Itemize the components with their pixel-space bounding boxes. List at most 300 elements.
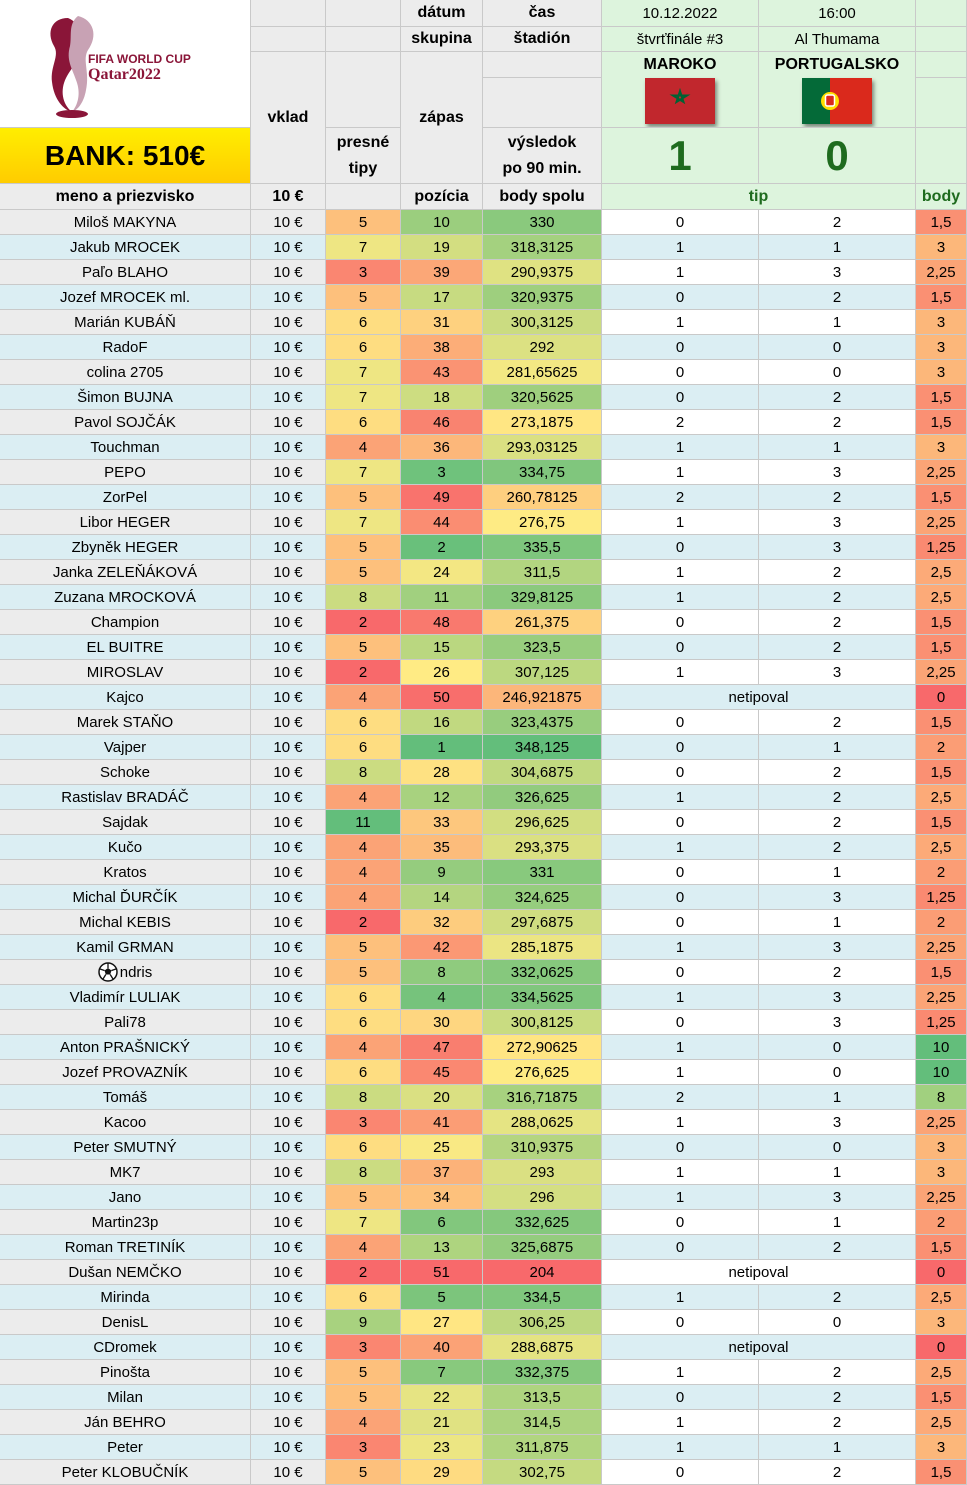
participant-name-cell bbox=[0, 910, 251, 935]
stake-cell: 10 € bbox=[251, 810, 326, 835]
participant-name-cell bbox=[0, 810, 251, 835]
tip-away-cell: 0 bbox=[759, 360, 916, 385]
tip-away-cell: 2 bbox=[759, 410, 916, 435]
round-points-cell: 3 bbox=[916, 235, 967, 260]
tip-away-cell: 2 bbox=[759, 1385, 916, 1410]
participant-name-cell bbox=[0, 735, 251, 760]
tip-home-cell: 0 bbox=[602, 1235, 759, 1260]
total-points-cell: 272,90625 bbox=[483, 1035, 602, 1060]
participant-name: Kacoo bbox=[103, 1113, 147, 1131]
exact-tips-cell: 6 bbox=[326, 1010, 401, 1035]
tip-home-cell: 0 bbox=[602, 635, 759, 660]
total-points-cell: 335,5 bbox=[483, 535, 602, 560]
tip-home-cell: 1 bbox=[602, 585, 759, 610]
participant-name: Šimon BUJNA bbox=[77, 388, 173, 406]
stake-cell: 10 € bbox=[251, 1210, 326, 1235]
match-stadium: Al Thumama bbox=[759, 27, 916, 52]
round-points-cell: 0 bbox=[916, 685, 967, 710]
stake-cell: 10 € bbox=[251, 410, 326, 435]
exact-tips-cell: 5 bbox=[326, 210, 401, 235]
position-cell: 41 bbox=[401, 1110, 483, 1135]
participant-name-cell bbox=[0, 1335, 251, 1360]
tip-away-cell: 3 bbox=[759, 935, 916, 960]
stake-cell: 10 € bbox=[251, 1060, 326, 1085]
participant-name: Libor HEGER bbox=[79, 513, 171, 531]
participant-name: Jozef MROCEK ml. bbox=[59, 288, 191, 306]
tip-home-cell: 1 bbox=[602, 785, 759, 810]
tip-home-cell: 0 bbox=[602, 1385, 759, 1410]
exact-tips-cell: 8 bbox=[326, 1160, 401, 1185]
participant-name-cell bbox=[0, 585, 251, 610]
participant-name: Peter KLOBUČNÍK bbox=[61, 1463, 189, 1481]
fifa-logo bbox=[0, 0, 251, 128]
total-points-cell: 348,125 bbox=[483, 735, 602, 760]
participant-name: Tomáš bbox=[102, 1088, 148, 1106]
col-name-header: meno a priezvisko bbox=[0, 184, 251, 210]
total-points-cell: 323,4375 bbox=[483, 710, 602, 735]
round-points-cell: 0 bbox=[916, 1260, 967, 1285]
total-points-cell: 293,375 bbox=[483, 835, 602, 860]
stake-cell: 10 € bbox=[251, 460, 326, 485]
round-points-cell: 3 bbox=[916, 1310, 967, 1335]
participant-name: Kamil GRMAN bbox=[76, 938, 174, 956]
round-points-cell: 2,5 bbox=[916, 1360, 967, 1385]
exact-tips-cell: 8 bbox=[326, 760, 401, 785]
exact-tips-cell: 3 bbox=[326, 1435, 401, 1460]
round-points-cell: 3 bbox=[916, 335, 967, 360]
position-cell: 2 bbox=[401, 535, 483, 560]
position-cell: 7 bbox=[401, 1360, 483, 1385]
tip-away-cell: 0 bbox=[759, 335, 916, 360]
presne-tipy-label bbox=[326, 128, 401, 184]
tip-home-cell: 1 bbox=[602, 985, 759, 1010]
stake-cell: 10 € bbox=[251, 835, 326, 860]
tip-home-cell: 0 bbox=[602, 1210, 759, 1235]
total-points-cell: 288,0625 bbox=[483, 1110, 602, 1135]
stake-cell: 10 € bbox=[251, 785, 326, 810]
team-away: PORTUGALSKO bbox=[774, 56, 900, 73]
tip-away-cell: 3 bbox=[759, 660, 916, 685]
exact-tips-cell: 4 bbox=[326, 835, 401, 860]
exact-tips-cell: 2 bbox=[326, 660, 401, 685]
participant-name-cell bbox=[0, 460, 251, 485]
tip-home-cell: 0 bbox=[602, 385, 759, 410]
position-cell: 15 bbox=[401, 635, 483, 660]
exact-tips-cell: 6 bbox=[326, 710, 401, 735]
stake-cell: 10 € bbox=[251, 910, 326, 935]
stake-cell: 10 € bbox=[251, 1385, 326, 1410]
round-points-cell: 2 bbox=[916, 860, 967, 885]
participant-name-cell bbox=[0, 935, 251, 960]
round-points-cell: 2,25 bbox=[916, 985, 967, 1010]
round-points-cell: 2,5 bbox=[916, 835, 967, 860]
stake-cell: 10 € bbox=[251, 1260, 326, 1285]
exact-tips-cell: 7 bbox=[326, 510, 401, 535]
participant-name: Michal KEBIS bbox=[79, 913, 171, 931]
tip-home-cell: 1 bbox=[602, 935, 759, 960]
tip-away-cell: 2 bbox=[759, 835, 916, 860]
tip-away-cell: 2 bbox=[759, 635, 916, 660]
exact-tips-cell: 6 bbox=[326, 735, 401, 760]
participant-name: Rastislav BRADÁČ bbox=[61, 788, 189, 806]
team-away-cell bbox=[759, 52, 916, 128]
participant-name-cell bbox=[0, 485, 251, 510]
stake-cell: 10 € bbox=[251, 560, 326, 585]
position-cell: 5 bbox=[401, 1285, 483, 1310]
stadion-label: štadión bbox=[483, 27, 602, 52]
participant-name: Jozef PROVAZNÍK bbox=[62, 1063, 188, 1081]
participant-name-cell bbox=[0, 1410, 251, 1435]
exact-tips-cell: 4 bbox=[326, 1235, 401, 1260]
participant-name: Paľo BLAHO bbox=[81, 263, 169, 281]
participant-name: Schoke bbox=[99, 763, 151, 781]
position-cell: 8 bbox=[401, 960, 483, 985]
total-points-cell: 329,8125 bbox=[483, 585, 602, 610]
participant-name-cell bbox=[0, 535, 251, 560]
tip-home-cell: 1 bbox=[602, 1360, 759, 1385]
stake-cell: 10 € bbox=[251, 860, 326, 885]
tip-away-cell: 2 bbox=[759, 710, 916, 735]
header-empty-e4 bbox=[483, 78, 602, 128]
tip-away-cell: 2 bbox=[759, 760, 916, 785]
exact-tips-cell: 6 bbox=[326, 1060, 401, 1085]
tip-home-cell: 1 bbox=[602, 1110, 759, 1135]
vklad-label: vklad bbox=[251, 52, 326, 184]
round-points-cell: 2,25 bbox=[916, 660, 967, 685]
exact-tips-cell: 2 bbox=[326, 1260, 401, 1285]
round-points-cell: 3 bbox=[916, 1160, 967, 1185]
participant-name: RadoF bbox=[102, 338, 148, 356]
participant-name: Vladimír LULIAK bbox=[69, 988, 181, 1006]
position-cell: 40 bbox=[401, 1335, 483, 1360]
total-points-cell: 320,5625 bbox=[483, 385, 602, 410]
position-cell: 18 bbox=[401, 385, 483, 410]
bank-total: BANK: 510€ bbox=[0, 128, 251, 184]
stake-cell: 10 € bbox=[251, 585, 326, 610]
exact-tips-cell: 4 bbox=[326, 1035, 401, 1060]
tip-home-cell: 1 bbox=[602, 835, 759, 860]
participant-name: Sajdak bbox=[102, 813, 148, 831]
col-total-header: body spolu bbox=[483, 184, 602, 210]
round-points-cell: 1,5 bbox=[916, 960, 967, 985]
total-points-cell: 273,1875 bbox=[483, 410, 602, 435]
participant-name: PEPO bbox=[104, 463, 146, 481]
header-empty-b2 bbox=[251, 27, 326, 52]
tip-away-cell: 1 bbox=[759, 1085, 916, 1110]
tip-away-cell: 0 bbox=[759, 1060, 916, 1085]
header-empty-c2 bbox=[326, 27, 401, 52]
round-points-cell: 1,5 bbox=[916, 760, 967, 785]
tip-away-cell: 0 bbox=[759, 1035, 916, 1060]
position-cell: 43 bbox=[401, 360, 483, 385]
stake-cell: 10 € bbox=[251, 1185, 326, 1210]
tip-home-cell: 1 bbox=[602, 510, 759, 535]
position-cell: 27 bbox=[401, 1310, 483, 1335]
tip-away-cell: 2 bbox=[759, 610, 916, 635]
tip-home-cell: 2 bbox=[602, 1085, 759, 1110]
score-away: 0 bbox=[759, 128, 916, 184]
total-points-cell: 314,5 bbox=[483, 1410, 602, 1435]
position-cell: 50 bbox=[401, 685, 483, 710]
stake-cell: 10 € bbox=[251, 285, 326, 310]
exact-tips-cell: 7 bbox=[326, 385, 401, 410]
stake-cell: 10 € bbox=[251, 235, 326, 260]
tip-away-cell: 1 bbox=[759, 435, 916, 460]
total-points-cell: 296,625 bbox=[483, 810, 602, 835]
round-points-cell: 10 bbox=[916, 1035, 967, 1060]
participant-name: DenisL bbox=[101, 1313, 149, 1331]
round-points-cell: 2 bbox=[916, 735, 967, 760]
exact-tips-cell: 5 bbox=[326, 960, 401, 985]
position-cell: 30 bbox=[401, 1010, 483, 1035]
round-points-cell: 1,5 bbox=[916, 410, 967, 435]
participant-name-cell bbox=[0, 560, 251, 585]
participant-name-cell bbox=[0, 1260, 251, 1285]
round-points-cell: 2,5 bbox=[916, 785, 967, 810]
round-points-cell: 2,5 bbox=[916, 560, 967, 585]
tip-home-cell: 0 bbox=[602, 910, 759, 935]
tip-home-cell: 1 bbox=[602, 310, 759, 335]
exact-tips-cell: 3 bbox=[326, 260, 401, 285]
exact-tips-cell: 7 bbox=[326, 360, 401, 385]
total-points-cell: 324,625 bbox=[483, 885, 602, 910]
participant-name: Jakub MROCEK bbox=[69, 238, 181, 256]
participant-name-cell bbox=[0, 310, 251, 335]
zapas-label: zápas bbox=[401, 52, 483, 184]
stake-cell: 10 € bbox=[251, 310, 326, 335]
participant-name-cell bbox=[0, 260, 251, 285]
tip-away-cell: 2 bbox=[759, 560, 916, 585]
exact-tips-cell: 5 bbox=[326, 1385, 401, 1410]
tip-away-cell: 2 bbox=[759, 1460, 916, 1485]
exact-tips-cell: 4 bbox=[326, 685, 401, 710]
tip-away-cell: 2 bbox=[759, 1235, 916, 1260]
stake-cell: 10 € bbox=[251, 1110, 326, 1135]
round-points-cell: 2,25 bbox=[916, 935, 967, 960]
total-points-cell: 297,6875 bbox=[483, 910, 602, 935]
participant-name: Mirinda bbox=[100, 1288, 150, 1306]
round-points-cell: 3 bbox=[916, 1135, 967, 1160]
tip-home-cell: 0 bbox=[602, 610, 759, 635]
round-points-cell: 1,5 bbox=[916, 285, 967, 310]
exact-tips-cell: 4 bbox=[326, 885, 401, 910]
stake-cell: 10 € bbox=[251, 660, 326, 685]
round-points-cell: 3 bbox=[916, 310, 967, 335]
total-points-cell: 334,5 bbox=[483, 1285, 602, 1310]
position-cell: 36 bbox=[401, 435, 483, 460]
position-cell: 44 bbox=[401, 510, 483, 535]
participant-name-cell bbox=[0, 710, 251, 735]
round-points-cell: 3 bbox=[916, 360, 967, 385]
total-points-cell: 318,3125 bbox=[483, 235, 602, 260]
tip-away-cell: 1 bbox=[759, 910, 916, 935]
tip-away-cell: 3 bbox=[759, 1185, 916, 1210]
exact-tips-cell: 11 bbox=[326, 810, 401, 835]
tip-away-cell: 1 bbox=[759, 1160, 916, 1185]
position-cell: 51 bbox=[401, 1260, 483, 1285]
tip-home-cell: 1 bbox=[602, 1060, 759, 1085]
col-exact-header bbox=[326, 184, 401, 210]
position-cell: 45 bbox=[401, 1060, 483, 1085]
stake-cell: 10 € bbox=[251, 1235, 326, 1260]
no-tip-cell: netipoval bbox=[602, 1260, 916, 1285]
total-points-cell: 281,65625 bbox=[483, 360, 602, 385]
stake-cell: 10 € bbox=[251, 485, 326, 510]
exact-tips-cell: 7 bbox=[326, 460, 401, 485]
position-cell: 22 bbox=[401, 1385, 483, 1410]
stake-cell: 10 € bbox=[251, 1460, 326, 1485]
participant-name: Vajper bbox=[103, 738, 147, 756]
team-home: MAROKO bbox=[643, 56, 717, 73]
tip-home-cell: 0 bbox=[602, 335, 759, 360]
total-points-cell: 302,75 bbox=[483, 1460, 602, 1485]
position-cell: 6 bbox=[401, 1210, 483, 1235]
total-points-cell: 325,6875 bbox=[483, 1235, 602, 1260]
header-empty-c3 bbox=[326, 52, 401, 128]
exact-tips-cell: 8 bbox=[326, 585, 401, 610]
total-points-cell: 288,6875 bbox=[483, 1335, 602, 1360]
exact-tips-cell: 5 bbox=[326, 1460, 401, 1485]
tip-home-cell: 0 bbox=[602, 1460, 759, 1485]
tip-away-cell: 1 bbox=[759, 310, 916, 335]
total-points-cell: 332,625 bbox=[483, 1210, 602, 1235]
participant-name-cell bbox=[0, 885, 251, 910]
tip-home-cell: 0 bbox=[602, 960, 759, 985]
exact-tips-cell: 4 bbox=[326, 435, 401, 460]
round-points-cell: 2,5 bbox=[916, 585, 967, 610]
total-points-cell: 332,375 bbox=[483, 1360, 602, 1385]
tip-home-cell: 0 bbox=[602, 210, 759, 235]
participant-name-cell bbox=[0, 1385, 251, 1410]
participant-name-cell bbox=[0, 285, 251, 310]
position-cell: 32 bbox=[401, 910, 483, 935]
tip-away-cell: 1 bbox=[759, 1435, 916, 1460]
tip-home-cell: 1 bbox=[602, 560, 759, 585]
position-cell: 24 bbox=[401, 560, 483, 585]
exact-tips-cell: 5 bbox=[326, 560, 401, 585]
position-cell: 39 bbox=[401, 260, 483, 285]
participant-name: EL BUITRE bbox=[86, 638, 164, 656]
total-points-cell: 261,375 bbox=[483, 610, 602, 635]
participant-name-cell bbox=[0, 360, 251, 385]
tip-away-cell: 3 bbox=[759, 1110, 916, 1135]
round-points-cell: 2,25 bbox=[916, 1110, 967, 1135]
participant-name-cell bbox=[0, 785, 251, 810]
participant-name-cell bbox=[0, 1235, 251, 1260]
tip-home-cell: 0 bbox=[602, 1310, 759, 1335]
round-points-cell: 1,5 bbox=[916, 610, 967, 635]
total-points-cell: 292 bbox=[483, 335, 602, 360]
score-home: 1 bbox=[602, 128, 759, 184]
col-points-header: body bbox=[916, 184, 967, 210]
tip-home-cell: 1 bbox=[602, 1435, 759, 1460]
tip-away-cell: 2 bbox=[759, 210, 916, 235]
round-points-cell: 2,25 bbox=[916, 510, 967, 535]
stake-cell: 10 € bbox=[251, 760, 326, 785]
round-points-cell: 2 bbox=[916, 910, 967, 935]
participant-name: Zuzana MROCKOVÁ bbox=[54, 588, 196, 606]
total-points-cell: 306,25 bbox=[483, 1310, 602, 1335]
stake-cell: 10 € bbox=[251, 1285, 326, 1310]
tip-home-cell: 0 bbox=[602, 710, 759, 735]
tip-home-cell: 0 bbox=[602, 760, 759, 785]
participant-name-cell bbox=[0, 835, 251, 860]
round-points-cell: 1,5 bbox=[916, 210, 967, 235]
round-points-cell: 1,5 bbox=[916, 485, 967, 510]
participant-name-cell bbox=[0, 1035, 251, 1060]
position-cell: 23 bbox=[401, 1435, 483, 1460]
tip-away-cell: 2 bbox=[759, 585, 916, 610]
tip-away-cell: 2 bbox=[759, 385, 916, 410]
cas-label: čas bbox=[483, 0, 602, 27]
vysledok-label-1: výsledok bbox=[507, 133, 577, 151]
tip-home-cell: 0 bbox=[602, 1135, 759, 1160]
stake-cell: 10 € bbox=[251, 385, 326, 410]
exact-tips-cell: 5 bbox=[326, 635, 401, 660]
exact-tips-cell: 8 bbox=[326, 1085, 401, 1110]
stake-cell: 10 € bbox=[251, 1135, 326, 1160]
position-cell: 4 bbox=[401, 985, 483, 1010]
participant-name-cell bbox=[0, 610, 251, 635]
tip-away-cell: 1 bbox=[759, 735, 916, 760]
position-cell: 17 bbox=[401, 285, 483, 310]
round-points-cell: 1,5 bbox=[916, 710, 967, 735]
stake-cell: 10 € bbox=[251, 435, 326, 460]
stake-cell: 10 € bbox=[251, 210, 326, 235]
morocco-flag-icon bbox=[645, 78, 715, 124]
position-cell: 13 bbox=[401, 1235, 483, 1260]
participant-name-cell bbox=[0, 1010, 251, 1035]
exact-tips-cell: 2 bbox=[326, 610, 401, 635]
stake-cell: 10 € bbox=[251, 710, 326, 735]
round-points-cell: 1,5 bbox=[916, 385, 967, 410]
position-cell: 48 bbox=[401, 610, 483, 635]
participant-name: Kučo bbox=[107, 838, 143, 856]
total-points-cell: 260,78125 bbox=[483, 485, 602, 510]
round-points-cell: 1,5 bbox=[916, 810, 967, 835]
tip-away-cell: 0 bbox=[759, 1310, 916, 1335]
stake-cell: 10 € bbox=[251, 960, 326, 985]
position-cell: 31 bbox=[401, 310, 483, 335]
participant-name-cell bbox=[0, 410, 251, 435]
stake-cell: 10 € bbox=[251, 1310, 326, 1335]
tip-home-cell: 1 bbox=[602, 660, 759, 685]
tip-home-cell: 0 bbox=[602, 735, 759, 760]
participant-name-cell bbox=[0, 510, 251, 535]
participant-name-cell bbox=[0, 1060, 251, 1085]
no-tip-cell: netipoval bbox=[602, 1335, 916, 1360]
skupina-label: skupina bbox=[401, 27, 483, 52]
total-points-cell: 320,9375 bbox=[483, 285, 602, 310]
participant-name-cell bbox=[0, 960, 251, 985]
participant-name: ndris bbox=[119, 963, 153, 981]
stake-cell: 10 € bbox=[251, 985, 326, 1010]
position-cell: 9 bbox=[401, 860, 483, 885]
participant-name-cell bbox=[0, 1185, 251, 1210]
stake-cell: 10 € bbox=[251, 535, 326, 560]
stake-cell: 10 € bbox=[251, 1085, 326, 1110]
total-points-cell: 276,625 bbox=[483, 1060, 602, 1085]
participant-name: Pavol SOJČÁK bbox=[74, 413, 176, 431]
stake-cell: 10 € bbox=[251, 635, 326, 660]
header-empty-e3 bbox=[483, 52, 602, 78]
position-cell: 49 bbox=[401, 485, 483, 510]
exact-tips-cell: 6 bbox=[326, 335, 401, 360]
exact-tips-cell: 7 bbox=[326, 235, 401, 260]
participant-name: Dušan NEMČKO bbox=[68, 1263, 182, 1281]
participant-name-cell bbox=[0, 1310, 251, 1335]
participant-name: ZorPel bbox=[102, 488, 148, 506]
